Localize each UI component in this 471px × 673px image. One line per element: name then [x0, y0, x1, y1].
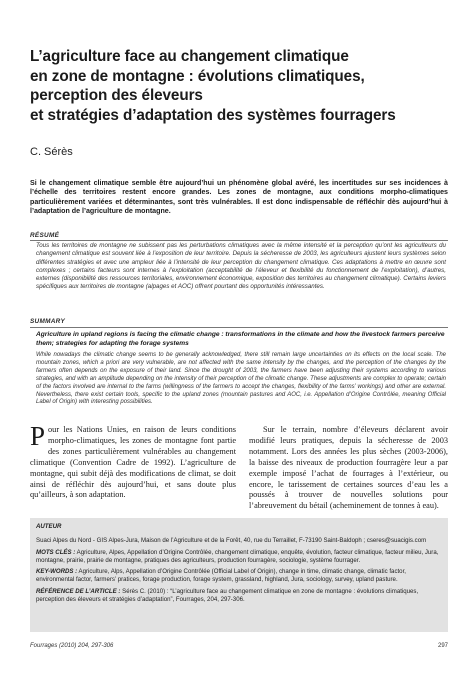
summary-text: While nowadays the climatic change seems to be generally acknowledged, there still remain large uncertainties on its effects on the local scale. The mountain zones, which a priori are very vulnerable, are not affected with the same intensity by the changes, and the perception of the changes by the farmers often depends on the exposure of their land. Since the drought of 2003, the farmers have been adjusting their systems according to various strategies, and with an amplitude depending on the intensity of their perception of the climatic change. These adjustments are complex to operate; certain of the factors involved are internal to the farms (willingness of the farmers to accept the changes, flexibility of the farms’ workings) and other are external. Nevertheless, there exist certain tools, specific to the upland zones (mountain pastures and AOC, i.e. Appellation d’Origine Contrôlée, meaning Official Label of Origin) with interesting possibilities.	[36, 352, 446, 406]
body-paragraph: Sur le terrain, nombre d’éleveurs déclarent avoir modifié leurs pratiques, depuis la sécheresse de 2003 notamment. Lors des années les plus sèches (2003-2006), la baisse des niveaux de production fourragère leur a par exemple imposé l’achat de fourrages à l’extérieur, ou encore, le tarissement de certaines sources d’eau les a poussés à trouver de nouvelles solutions pour l’abreuvement du bétail (acheminement de tonnes à eau).	[249, 425, 448, 511]
keywords-fr-text: Agriculture, Alpes, Appellation d’Origine Contrôlée, changement climatique, enquête, évolution, facteur climatique, facteur milieu, Jura, montagne, prairie, prairie de montagne, pratiques des agriculteurs, production fourragère, sociologie, système fourrager.	[36, 548, 439, 564]
abstract-intro: Si le changement climatique semble être aujourd’hui un phénomène global avéré, les incertitudes sur ses incidences à l’échelle des territoires restent encore grandes. Les zones de montagne, aux conditions morpho-climatiques particulièrement variées et déterminantes, sont très vulnérables. Il est donc indispensable de réfléchir dès aujourd’hui à l’adaptation de l’agriculture de montagne.	[30, 179, 448, 216]
article-info-box	[30, 518, 448, 632]
article-title	[30, 47, 450, 125]
page-number: 297	[437, 643, 448, 649]
author-block	[36, 523, 442, 545]
body-paragraph: our les Nations Unies, en raison de leurs conditions morpho-climatiques, les zones de montagne font partie des zones particulièrement vulnérables au changement climatique (Convention Cadre de 1992). L’agriculture de montagne, qui subit déjà des modifications de climat, se doit ainsi de réfléchir dès aujourd’hui, et sans doute plus qu’ailleurs, à son adaptation.	[30, 425, 236, 500]
resume-rule	[30, 240, 448, 241]
article-author: C. Sérès	[30, 146, 73, 158]
title-line: et stratégies d’adaptation des systèmes fourragers	[30, 106, 396, 124]
body-column-right	[249, 425, 448, 512]
reference-block	[36, 588, 442, 604]
body-column-left	[30, 421, 236, 501]
author-affiliation: Suaci Alpes du Nord - GIS Alpes-Jura, Maison de l’Agriculture et de la Forêt, 40, rue du Terraillet, F-73190 Saint-Baldoph ; cseres@suacigis.com	[36, 537, 427, 545]
keywords-fr-block	[36, 549, 442, 565]
resume-text: Tous les territoires de montagne ne subissent pas les perturbations climatiques avec la même intensité et la perception qu’ont les agriculteurs du changement climatique est souvent liée à l’exposition de leur territoire. Depuis la sécheresse de 2003, les agriculteurs ajustent leurs systèmes selon différentes stratégies et avec une ampleur liée à l’intensité de leur perception du changement climatique. Ces adaptations à mettre en œuvre sont complexes ; certains facteurs sont internes à l’exploitation (acceptabilité de l’éleveur et flexibilité du fonctionnement de l’exploitation), d’autres, externes (disponibilité des ressources territoriales, environnement économique, exposition des territoires au changement climatique). Certains leviers spécifiques aux territoires de montagne (alpages et AOC) offrent pourtant des opportunités intéressantes.	[36, 242, 446, 291]
footer-journal: Fourrages (2010) 204, 297-306	[30, 643, 114, 649]
keywords-en-label: KEY-WORDS :	[36, 568, 78, 576]
summary-title: Agriculture in upland regions is facing the climatic change : transformations in the climate and how the livestock farmers perceive them; strategies for adapting the forage systems	[36, 331, 445, 347]
title-line: perception des éleveurs	[30, 87, 203, 104]
author-label: AUTEUR	[36, 523, 62, 530]
keywords-fr-label: MOTS CLÉS :	[36, 548, 76, 556]
reference-text: Sérès C. (2010) : “L’agriculture face au changement climatique en zone de montagne : évolutions climatiques, perception des éleveurs et stratégies d’adaptation”, Fourrages, 204, 297-306.	[36, 588, 419, 604]
reference-label: RÉFÉRENCE DE L’ARTICLE :	[36, 588, 121, 596]
resume-heading: RÉSUMÉ	[30, 232, 60, 239]
title-line: L’agriculture face au changement climatique	[30, 48, 349, 65]
drop-cap: P	[30, 421, 46, 451]
summary-rule	[30, 327, 448, 328]
keywords-en-block	[36, 568, 442, 584]
title-line: en zone de montagne : évolutions climatiques,	[30, 67, 365, 85]
keywords-en-text: Agriculture, Alps, Appellation d’Origine Contrôlée (Official Label of Origin), change in time, climatic change, climatic factor, environmental factor, farmers’ pratices, forage production, forage system, grassland, highland, Jura, sociology, survey, upland pasture.	[36, 568, 406, 584]
summary-heading: SUMMARY	[30, 318, 66, 325]
